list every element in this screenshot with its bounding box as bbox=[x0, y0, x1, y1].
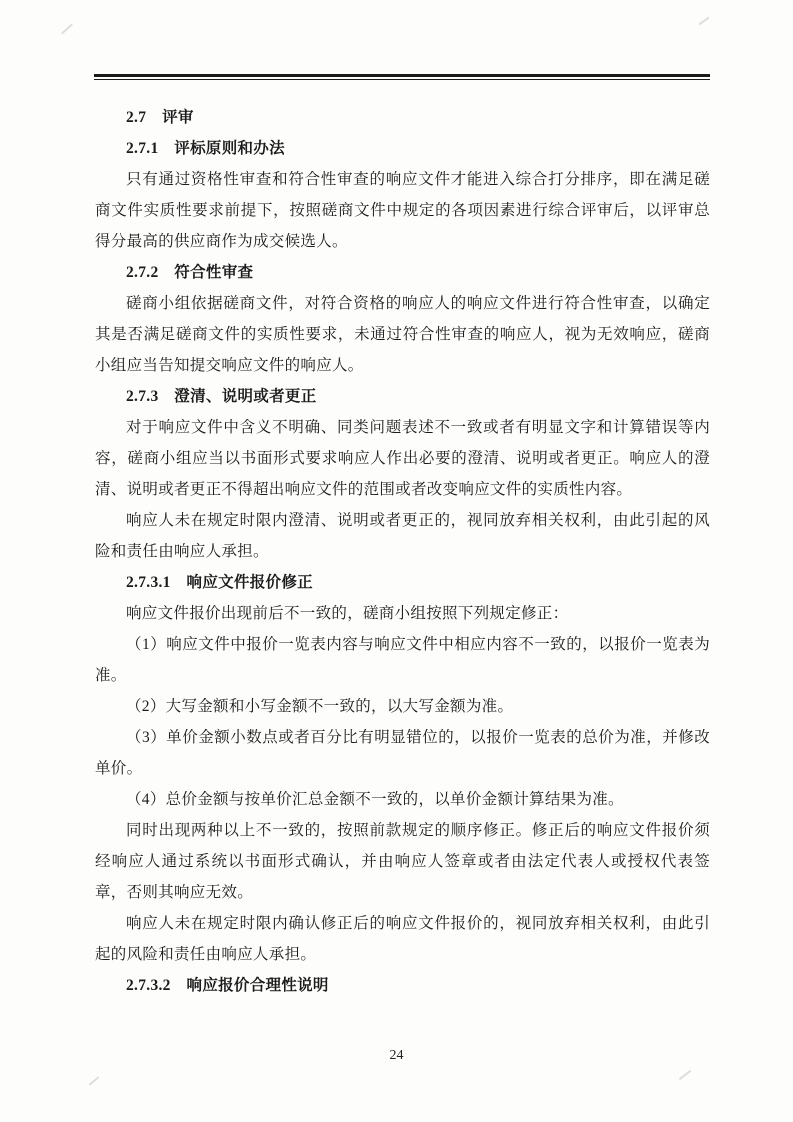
header-double-rule bbox=[94, 74, 710, 80]
list-item-4: （4）总价金额与按单价汇总金额不一致的，以单价金额计算结果为准。 bbox=[126, 791, 624, 808]
page-number: 24 bbox=[389, 1048, 404, 1063]
section-heading-2-7-3-1: 2.7.3.1 响应文件报价修正 bbox=[126, 574, 313, 591]
scan-artifact bbox=[61, 24, 73, 35]
paragraph: 同时出现两种以上不一致的，按照前款规定的顺序修正。修正后的响应文件报价须经响应人通过系统以书面形式确认，并由响应人签章或者由法定代表人或授权代表签章，否则其响应无效。 bbox=[95, 822, 710, 901]
section-heading-2-7-3-2: 2.7.3.2 响应报价合理性说明 bbox=[126, 977, 329, 994]
list-item-3: （3）单价金额小数点或者百分比有明显错位的，以报价一览表的总价为准，并修改单价。 bbox=[95, 729, 710, 777]
paragraph: 响应人未在规定时限内澄清、说明或者更正的，视同放弃相关权利，由此引起的风险和责任由响应人承担。 bbox=[95, 512, 710, 560]
paragraph: 只有通过资格性审查和符合性审查的响应文件才能进入综合打分排序，即在满足磋商文件实质性要求前提下，按照磋商文件中规定的各项因素进行综合评审后，以评审总得分最高的供应商作为成交候选人。 bbox=[95, 171, 710, 250]
section-heading-2-7-3: 2.7.3 澄清、说明或者更正 bbox=[126, 388, 317, 405]
section-heading-2-7-2: 2.7.2 符合性审查 bbox=[126, 264, 254, 281]
paragraph: 对于响应文件中含义不明确、同类问题表述不一致或者有明显文字和计算错误等内容，磋商小组应当以书面形式要求响应人作出必要的澄清、说明或者更正。响应人的澄清、说明或者更正不得超出响应文件的范围或者改变响应文件的实质性内容。 bbox=[95, 419, 710, 498]
section-heading-2-7: 2.7 评审 bbox=[126, 109, 194, 126]
paragraph: 响应文件报价出现前后不一致的，磋商小组按照下列规定修正： bbox=[126, 605, 569, 622]
scan-artifact bbox=[679, 1070, 691, 1080]
paragraph: 响应人未在规定时限内确认修正后的响应文件报价的，视同放弃相关权利，由此引起的风险和责任由响应人承担。 bbox=[95, 915, 710, 963]
list-item-1: （1）响应文件中报价一览表内容与响应文件中相应内容不一致的，以报价一览表为准。 bbox=[95, 636, 710, 684]
scan-artifact bbox=[89, 1076, 99, 1085]
list-item-2: （2）大写金额和小写金额不一致的，以大写金额为准。 bbox=[126, 698, 514, 715]
document-content bbox=[95, 102, 710, 1001]
section-heading-2-7-1: 2.7.1 评标原则和办法 bbox=[126, 140, 285, 157]
paragraph: 磋商小组依据磋商文件，对符合资格的响应人的响应文件进行符合性审查，以确定其是否满足磋商文件的实质性要求，未通过符合性审查的响应人，视为无效响应，磋商小组应当告知提交响应文件的响应人。 bbox=[95, 295, 710, 374]
scan-artifact bbox=[699, 17, 710, 26]
